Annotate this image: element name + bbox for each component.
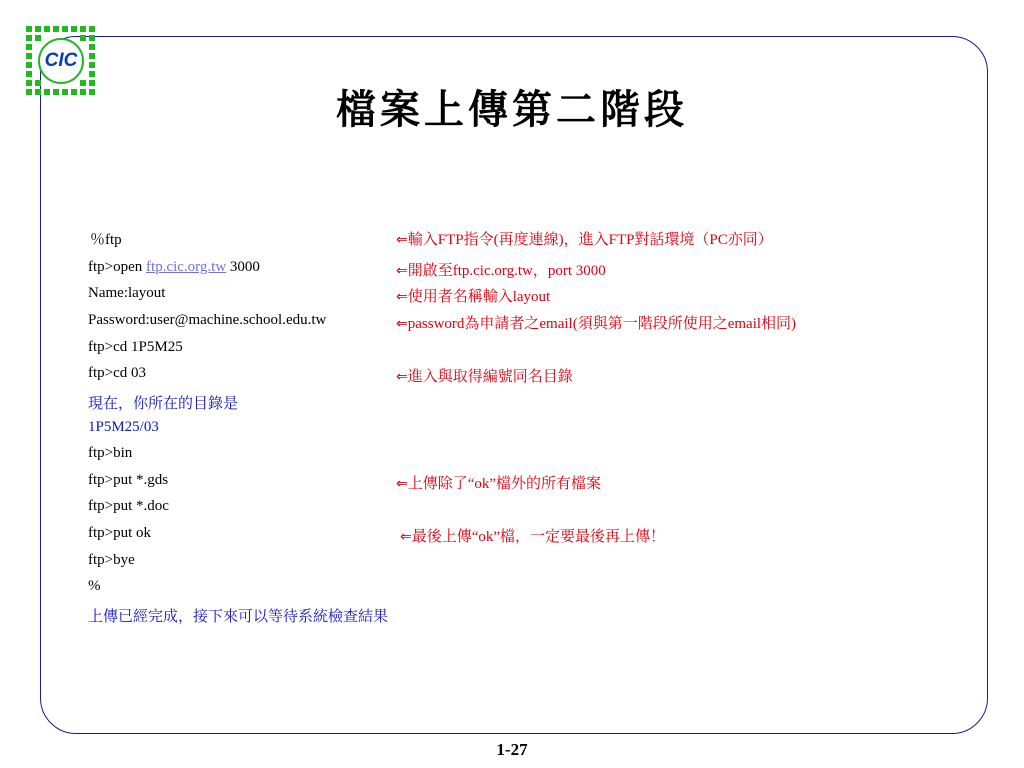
command-text: ftp>bye <box>88 552 135 568</box>
annotation: ⇐使用者名稱輸入layout <box>396 289 551 305</box>
command-text: Name:layout <box>88 285 166 301</box>
command-row <box>0 472 1024 496</box>
command-text: ％ftp <box>90 232 122 248</box>
annotation: ⇐開啟至ftp.cic.org.tw，port 3000 <box>396 263 606 279</box>
command-row <box>0 259 1024 283</box>
command-text: % <box>88 578 101 594</box>
info-text: 1P5M25/03 <box>88 419 159 435</box>
command-text: ftp>put ok <box>88 525 152 541</box>
left-arrow-icon: ⇐ <box>396 289 408 305</box>
left-arrow-icon: ⇐ <box>396 476 408 492</box>
page-number: 1-27 <box>496 740 528 759</box>
command-text: ftp>open ftp.cic.org.tw 3000 <box>88 259 260 275</box>
command-text: ftp>cd 03 <box>88 365 147 381</box>
command-row <box>0 498 1024 522</box>
ftp-host-link[interactable]: ftp.cic.org.tw <box>146 259 227 275</box>
command-row <box>0 339 1024 363</box>
command-row <box>0 578 1024 602</box>
command-text: ftp>cd 1P5M25 <box>88 339 183 355</box>
command-row <box>0 525 1024 549</box>
command-text: ftp>bin <box>88 445 133 461</box>
command-row <box>0 605 1024 629</box>
info-text: 現在，你所在的目錄是 <box>88 396 239 412</box>
command-row <box>0 392 1024 416</box>
left-arrow-icon: ⇐ <box>396 232 408 248</box>
command-text: ftp>put *.doc <box>88 498 169 514</box>
annotation: ⇐進入與取得編號同名目錄 <box>396 369 573 385</box>
annotation: ⇐password為申請者之email(須與第一階段所使用之email相同) <box>396 316 797 332</box>
command-row <box>0 285 1024 309</box>
left-arrow-icon: ⇐ <box>396 369 408 385</box>
page-title: 檔案上傳第二階段 <box>336 86 688 133</box>
command-row <box>0 419 1024 443</box>
annotation: ⇐輸入FTP指令(再度連線)，進入FTP對話環境（PC亦同） <box>396 232 773 248</box>
left-arrow-icon: ⇐ <box>396 316 408 332</box>
logo-text: CIC <box>44 50 78 71</box>
command-row <box>0 312 1024 336</box>
command-text: ftp>put *.gds <box>88 472 169 488</box>
command-row <box>0 552 1024 576</box>
command-row <box>0 445 1024 469</box>
command-row <box>0 228 1024 252</box>
annotation: ⇐最後上傳“ok”檔，一定要最後再上傳！ <box>400 529 666 545</box>
left-arrow-icon: ⇐ <box>396 263 408 279</box>
command-row <box>0 365 1024 389</box>
info-text: 上傳已經完成，接下來可以等待系統檢查結果 <box>88 609 389 625</box>
command-text: Password:user@machine.school.edu.tw <box>88 312 327 328</box>
left-arrow-icon: ⇐ <box>400 529 412 545</box>
annotation: ⇐上傳除了“ok”檔外的所有檔案 <box>396 476 602 492</box>
